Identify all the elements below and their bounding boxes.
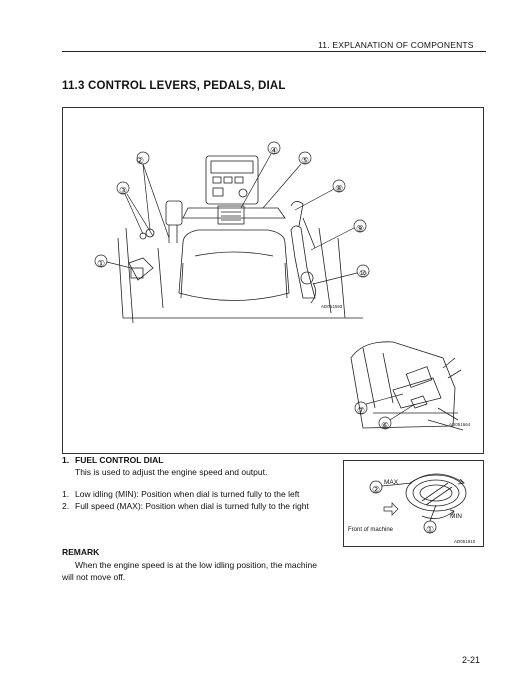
item-number: 1.	[62, 455, 70, 465]
item-description: This is used to adjust the engine speed and output.	[75, 467, 268, 477]
running-header: 11. EXPLANATION OF COMPONENTS	[318, 40, 474, 50]
list-item	[62, 488, 342, 500]
remark-line-2: will not move off.	[62, 571, 126, 582]
list-item-text: Low idling (MIN): Position when dial is turned fully to the left	[75, 489, 300, 499]
inset-figure-code: AD051910	[454, 539, 476, 544]
list-item-number: 2.	[62, 501, 70, 511]
remark-text	[62, 560, 342, 583]
callout-10: ⑩	[358, 268, 368, 279]
pedal-side-view	[351, 342, 463, 430]
cab-front-view	[118, 156, 363, 323]
page-number: 2-21	[462, 655, 481, 665]
item-heading-text: FUEL CONTROL DIAL	[75, 455, 164, 465]
callout-8: ⑧	[334, 183, 344, 194]
callout-4: ④	[269, 145, 279, 156]
min-label: MIN	[450, 513, 462, 520]
inset-callout-max: ②	[371, 484, 381, 495]
fuel-dial-inset	[343, 460, 484, 547]
callout-7: ⑦	[356, 405, 366, 416]
remark-line-1: When the engine speed is at the low idling position, the machine	[75, 560, 317, 570]
front-of-machine-label: Front of machine	[348, 527, 394, 533]
list-item	[62, 500, 342, 512]
max-label: MAX	[384, 479, 399, 486]
fuel-dial-illustration	[344, 461, 485, 548]
list-item-number: 1.	[62, 489, 70, 499]
callout-2: ②	[135, 155, 145, 166]
header-rule	[62, 51, 486, 52]
list-item-text: Full speed (MAX): Position when dial is turned fully to the right	[75, 501, 309, 511]
callout-9: ⑨	[355, 223, 365, 234]
section-title: 11.3 CONTROL LEVERS, PEDALS, DIAL	[62, 80, 286, 92]
callout-5: ⑤	[300, 155, 310, 166]
operator-cab-illustration	[63, 108, 485, 455]
figure-code-main: AD051593	[321, 304, 343, 309]
figure-frame	[62, 107, 484, 454]
remark-title: REMARK	[62, 547, 100, 557]
item-heading	[62, 455, 163, 465]
callout-3: ③	[118, 185, 128, 196]
figure-code-side: AD051664	[449, 422, 471, 427]
dial-position-list	[62, 488, 342, 512]
callout-1: ①	[96, 258, 106, 269]
inset-callout-min: ①	[425, 524, 435, 535]
callout-6: ⑥	[380, 420, 390, 431]
